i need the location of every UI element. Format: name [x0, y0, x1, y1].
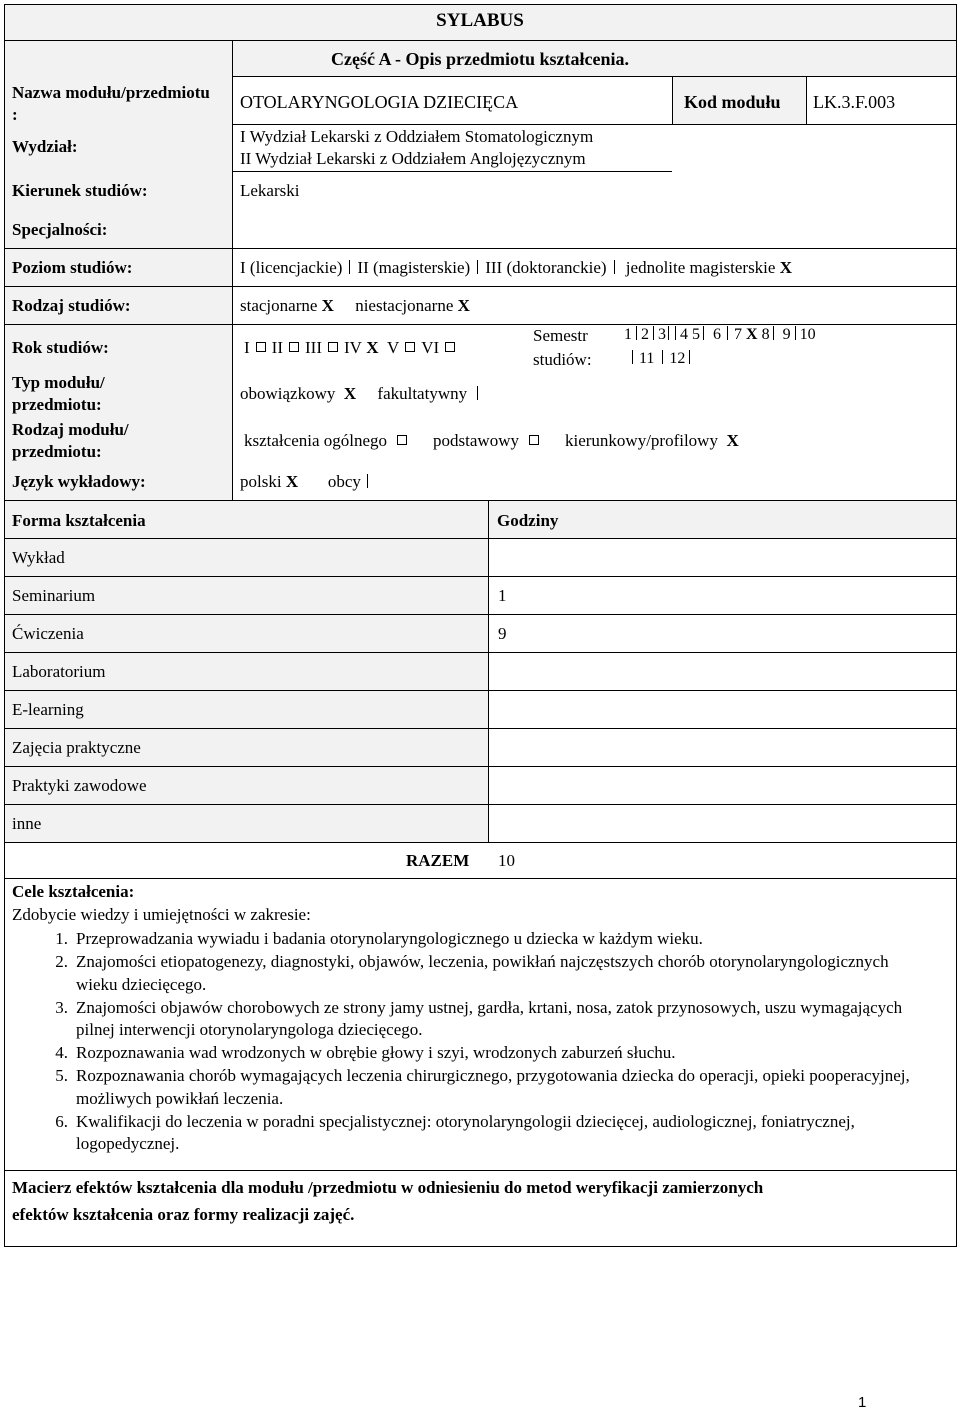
hours-row-form: inne	[12, 814, 42, 833]
direction-value: Lekarski	[240, 181, 300, 200]
goal-text: Rozpoznawania chorób wymagających leczenia chirurgicznego, przygotowania dziecka do operacji, opieki pooperacyjnej, możliwych powikłań leczenia.	[76, 1066, 910, 1108]
semester-12: 12	[669, 350, 686, 367]
semester-8: 8	[761, 326, 770, 343]
hours-header-hours: Godziny	[497, 511, 559, 530]
foreign-option: obcy	[327, 472, 361, 491]
directional-option: kierunkowy/profilowy	[564, 431, 718, 450]
faculty-value-1: I Wydział Lekarski z Oddziałem Stomatologicznym	[240, 127, 594, 146]
study-type-label: Rodzaj studiów:	[12, 296, 131, 315]
checkbox-icon	[614, 260, 615, 274]
semester-10: 10	[799, 326, 816, 343]
general-option: kształcenia ogólnego	[244, 431, 388, 450]
semester-2: 2	[641, 326, 649, 343]
checkbox-icon	[632, 350, 633, 364]
module-code-value: LK.3.F.003	[813, 92, 896, 112]
year-IV: IV	[343, 338, 362, 357]
goal-number: 4.	[55, 1043, 68, 1062]
checkbox-icon	[529, 435, 539, 445]
hours-row-form: Ćwiczenia	[12, 624, 84, 643]
hours-row-form: E-learning	[12, 700, 84, 719]
matrix-title-line2: efektów kształcenia oraz formy realizacji zajęć.	[12, 1205, 355, 1224]
goal-number: 2.	[55, 952, 68, 971]
checkbox-icon	[653, 326, 654, 340]
hours-header-form: Forma kształcenia	[12, 511, 146, 530]
checkbox-icon	[689, 350, 690, 364]
goal-number: 6.	[55, 1111, 68, 1131]
goal-text: Znajomości objawów chorobowych ze strony jamy ustnej, gardła, krtani, nosa, zatok przynosowych, uszu wymagających pilnej interwencji otorynolaryngologa dziecięcego.	[76, 997, 903, 1039]
direction-label: Kierunek studiów:	[12, 181, 148, 200]
page-subtitle: Część A - Opis przedmiotu kształcenia.	[331, 49, 629, 69]
year-III: III	[305, 338, 322, 357]
hours-header-shade	[5, 501, 956, 539]
checkbox-icon	[773, 326, 774, 340]
module-type-label-1: Typ modułu/	[12, 373, 105, 392]
hours-row-form: Laboratorium	[12, 662, 106, 681]
goals-list	[55, 928, 916, 1156]
goal-number: 3.	[55, 997, 68, 1017]
matrix-title-line1: Macierz efektów kształcenia dla modułu /przedmiotu w odniesieniu do metod weryfikacji zamierzonych	[12, 1178, 764, 1197]
level-options	[240, 258, 792, 278]
semester-1: 1	[624, 326, 632, 343]
checkbox-icon	[405, 342, 415, 352]
year-II: II	[271, 338, 283, 357]
checkbox-icon	[477, 386, 478, 400]
study-type-part: niestacjonarne	[355, 296, 454, 315]
checkbox-icon	[445, 342, 455, 352]
specialty-label: Specjalności:	[12, 220, 108, 239]
goal-text: Przeprowadzania wywiadu i badania otorynolaryngologicznego u dziecka w każdym wieku.	[76, 929, 703, 948]
semester-7: 7	[734, 326, 742, 343]
semester-selected-mark: X	[746, 326, 758, 343]
goal-text: Znajomości etiopatogenezy, diagnostyki, objawów, leczenia, powikłań najczęstszych chorób otorynolaryngologicznych wieku dziecięcego.	[76, 952, 889, 994]
semester-11: 11	[639, 350, 655, 367]
basic-option: podstawowy	[433, 431, 519, 450]
level-option-2: II (magisterskie)	[357, 258, 471, 277]
checkbox-icon	[256, 342, 266, 352]
mandatory-mark: X	[343, 384, 357, 403]
faculty-label: Wydział:	[12, 137, 78, 156]
year-I: I	[244, 338, 250, 357]
semester-5: 5	[692, 326, 700, 343]
year-VI: VI	[421, 338, 440, 357]
module-kind-options	[244, 431, 739, 451]
study-type-options	[240, 296, 470, 316]
hours-row-form: Praktyki zawodowe	[12, 776, 147, 795]
semester-6: 6	[713, 326, 721, 343]
level-option-4: jednolite magisterskie	[625, 258, 776, 277]
module-code-label: Kod modułu	[684, 92, 781, 112]
module-name-label: Nazwa modułu/przedmiotu :	[12, 83, 210, 124]
module-type-options	[240, 384, 488, 404]
level-selected-mark: X	[779, 258, 792, 277]
hours-row-form: Zajęcia praktyczne	[12, 738, 141, 757]
year-label: Rok studiów:	[12, 338, 109, 357]
goals-intro: Zdobycie wiedzy i umiejętności w zakresie:	[12, 905, 311, 924]
module-name-value: OTOLARYNGOLOGIA DZIECIĘCA	[240, 92, 519, 112]
checkbox-icon	[328, 342, 338, 352]
year-V: V	[386, 338, 400, 357]
hours-row-value: 1	[498, 586, 507, 605]
hours-total-label: RAZEM	[406, 851, 470, 870]
language-options	[240, 472, 374, 492]
checkbox-icon	[703, 326, 704, 340]
hours-total-value: 10	[498, 851, 515, 870]
level-label: Poziom studiów:	[12, 258, 133, 277]
goal-item	[55, 997, 916, 1042]
optional-option: fakultatywny	[377, 384, 468, 403]
semester-label-1: Semestr	[533, 326, 588, 345]
semester-options-row2	[626, 350, 694, 368]
checkbox-icon	[636, 326, 637, 340]
page-number: 1	[858, 1394, 867, 1411]
language-label: Język wykładowy:	[12, 472, 146, 491]
semester-4: 4	[680, 326, 688, 343]
hours-row-form: Wykład	[12, 548, 65, 567]
checkbox-icon	[289, 342, 299, 352]
checkbox-icon	[795, 326, 796, 340]
goal-item	[55, 951, 916, 996]
study-type-full: stacjonarne	[240, 296, 318, 315]
checkbox-icon	[675, 326, 676, 340]
module-kind-label-2: przedmiotu:	[12, 442, 102, 461]
goal-text: Rozpoznawania wad wrodzonych w obrębie głowy i szyi, wrodzonych zaburzeń słuchu.	[76, 1043, 676, 1062]
hours-row-form: Seminarium	[12, 586, 96, 605]
checkbox-icon	[668, 326, 669, 340]
hours-row-value: 9	[498, 624, 507, 643]
level-option-1: I (licencjackie)	[240, 258, 343, 277]
goal-item	[55, 1042, 916, 1065]
checkbox-icon	[397, 435, 407, 445]
goal-item	[55, 1065, 916, 1110]
directional-mark: X	[726, 431, 739, 450]
semester-options-row1	[624, 326, 816, 344]
checkbox-icon	[367, 474, 368, 488]
page-title: SYLABUS	[436, 10, 524, 31]
polish-option: polski	[240, 472, 282, 491]
goal-number: 1.	[55, 929, 68, 948]
faculty-value-2: II Wydział Lekarski z Oddziałem Anglojęzycznym	[240, 149, 586, 168]
goals-title: Cele kształcenia:	[12, 882, 135, 901]
goal-text: Kwalifikacji do leczenia w poradni specjalistycznej: otorynolaryngologii dziecięcej, audiologicznej, foniatrycznej, logopedycznej.	[76, 1111, 855, 1153]
year-selected-mark: X	[366, 338, 379, 357]
goal-number: 5.	[55, 1066, 68, 1085]
goal-item	[55, 1111, 916, 1156]
goal-item	[55, 928, 916, 951]
checkbox-icon	[349, 260, 350, 274]
checkbox-icon	[662, 350, 663, 364]
mandatory-option: obowiązkowy	[240, 384, 336, 403]
module-kind-label-1: Rodzaj modułu/	[12, 420, 129, 439]
level-option-3: III (doktoranckie)	[485, 258, 607, 277]
year-options	[244, 338, 461, 358]
semester-label-2: studiów:	[533, 350, 592, 369]
polish-mark: X	[285, 472, 299, 491]
module-type-label-2: przedmiotu:	[12, 395, 102, 414]
study-type-full-mark: X	[321, 296, 334, 315]
semester-9: 9	[782, 326, 791, 343]
checkbox-icon	[727, 326, 728, 340]
study-type-part-mark: X	[457, 296, 470, 315]
semester-3: 3	[658, 326, 666, 343]
checkbox-icon	[477, 260, 478, 274]
